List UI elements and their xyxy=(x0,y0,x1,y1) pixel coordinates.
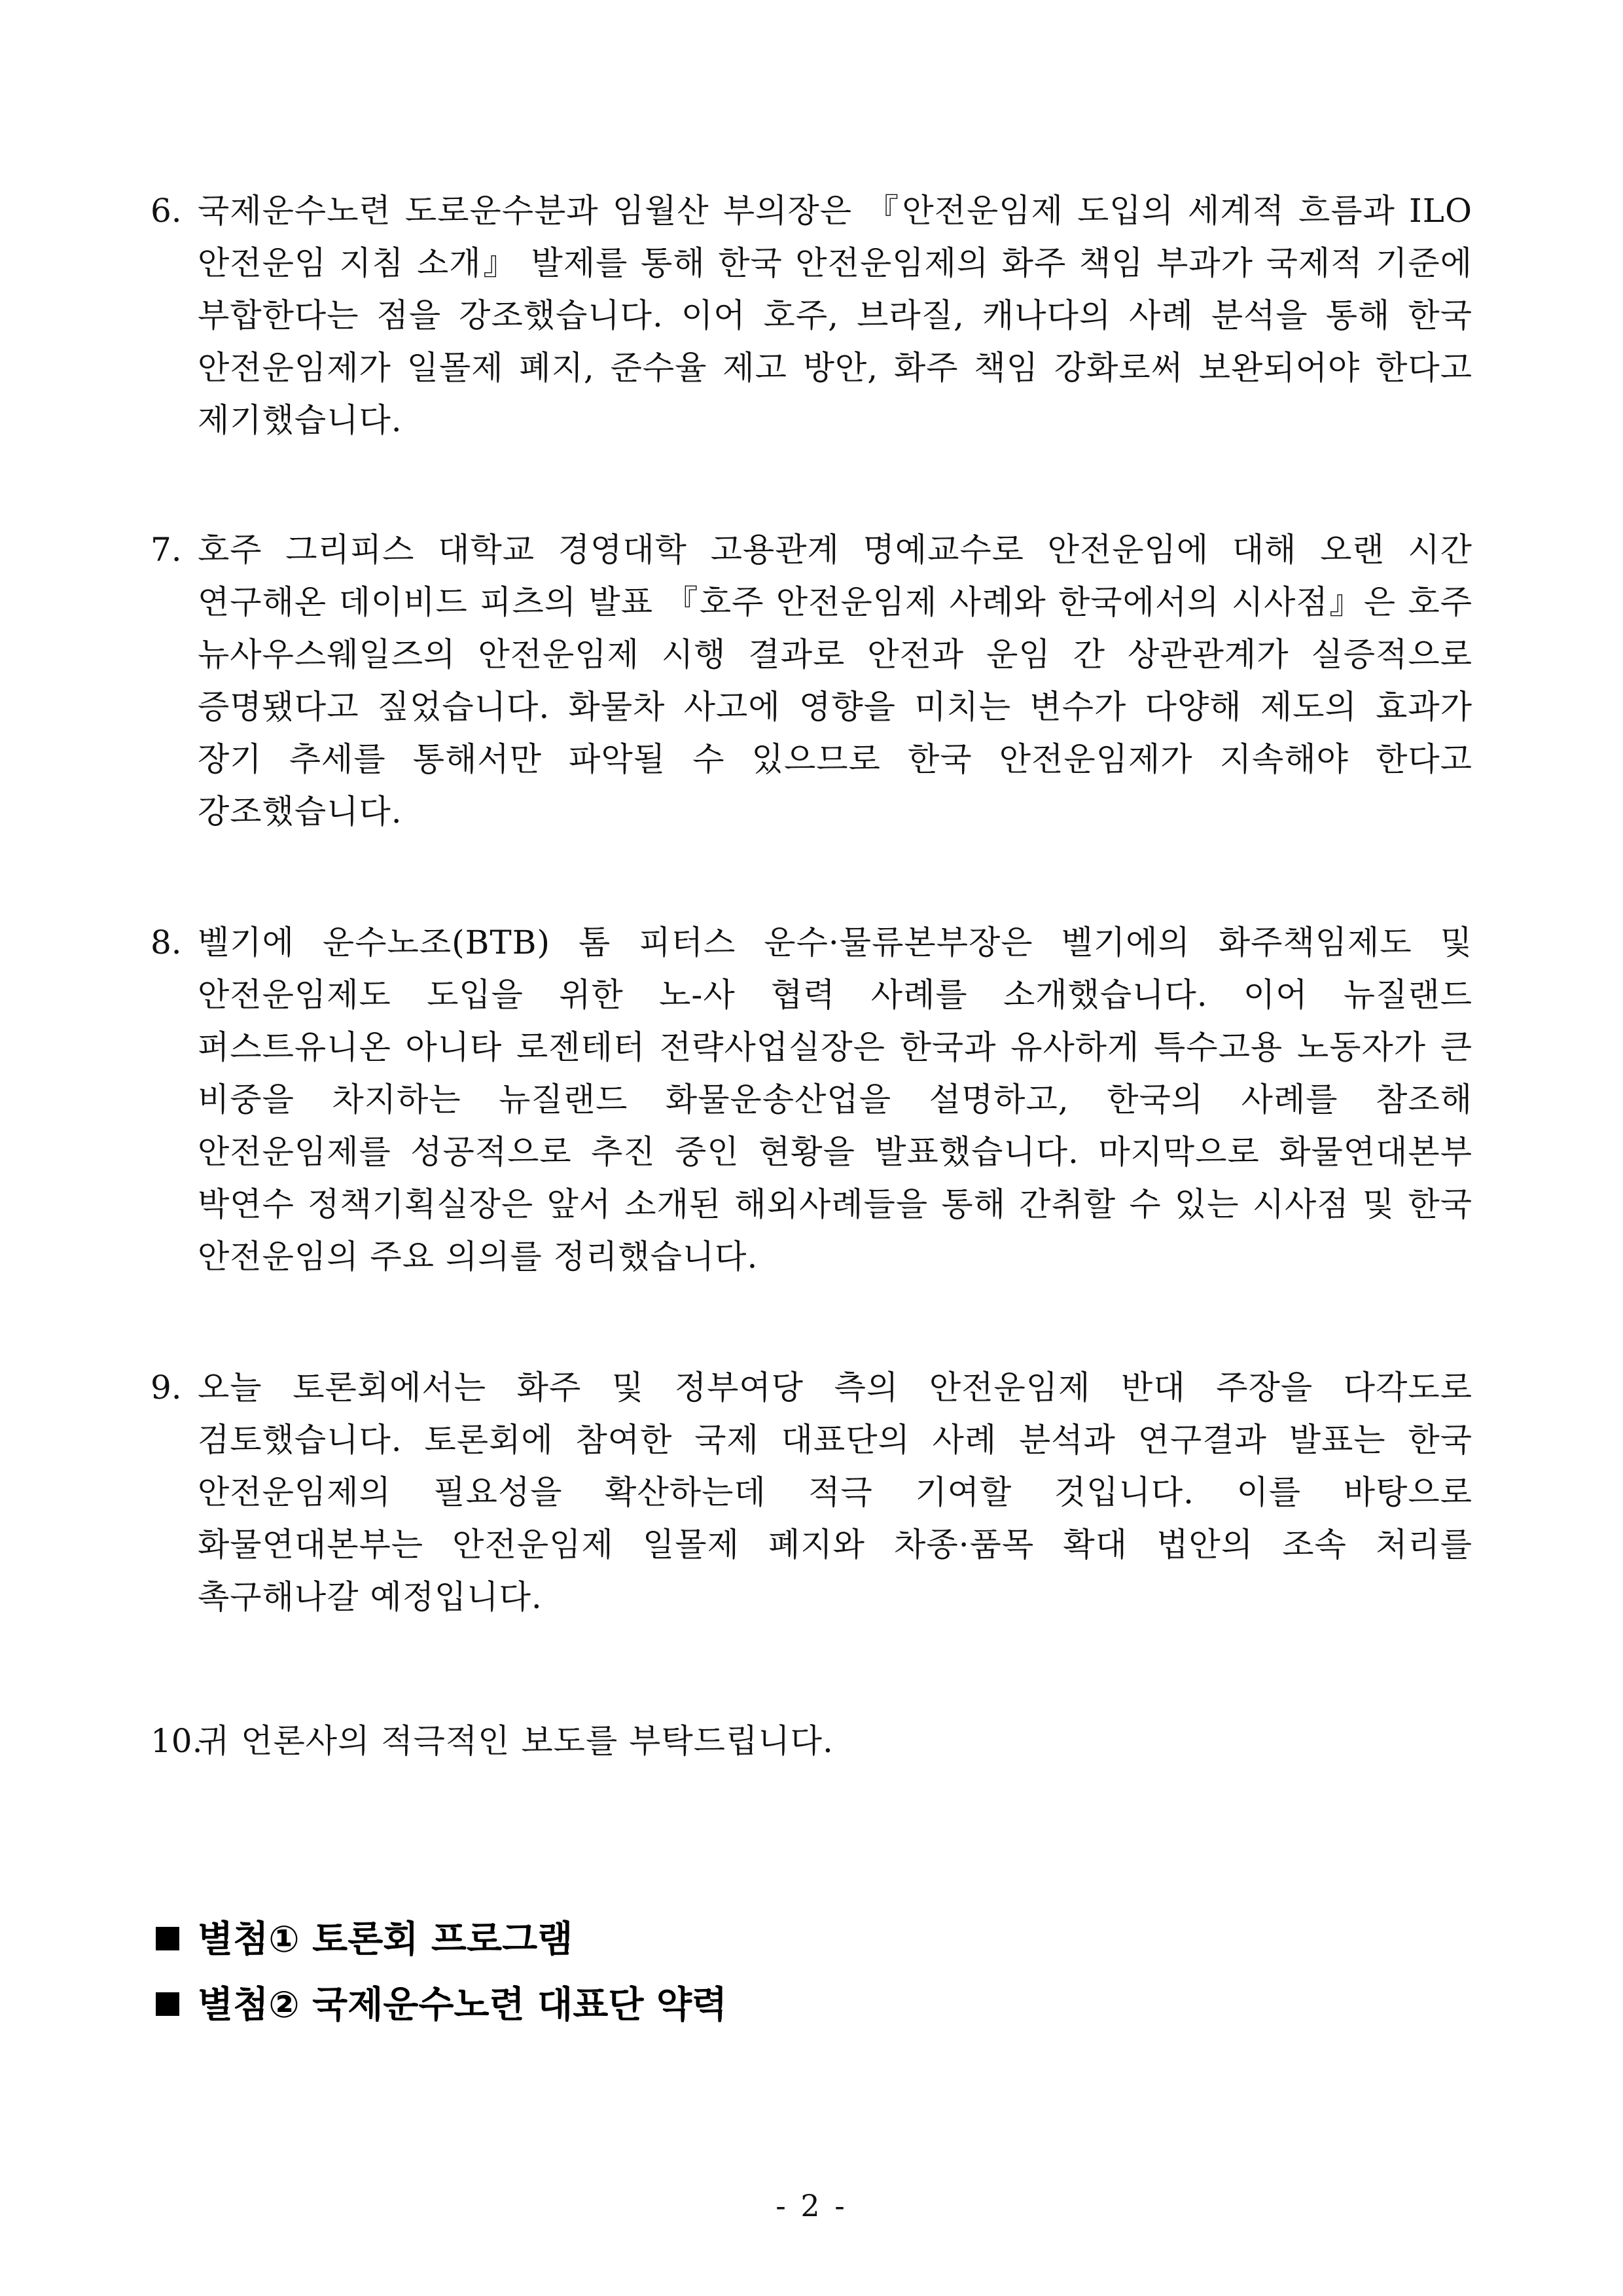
attachment-label: 별첨② 국제운수노련 대표단 약력 xyxy=(198,1984,728,2026)
list-item-9 xyxy=(151,1361,1472,1623)
attachment-1 xyxy=(156,1914,573,1966)
item-text: 벨기에 운수노조(BTB) 톰 피터스 운수·물류본부장은 벨기에의 화주책임제도 및 안전운임제도 도입을 위한 노-사 협력 사례를 소개했습니다. 이어 뉴질랜드 퍼스트유니온 아니타 로젠테터 전략사업실장은 한국과 유사하게 특수고용 노동자가 큰 비중을 차지하는 뉴질랜드 화물운송산업을 설명하고, 한국의 사례를 참조해 안전운임제를 성공적으로 추진 중인 현황을 발표했습니다. 마지막으로 화물연대본부 박연수 정책기획실장은 앞서 소개된 해외사례들을 통해 간취할 수 있는 시사점 및 한국 안전운임의 주요 의의를 정리했습니다. xyxy=(198,924,1472,1276)
item-number: 9. xyxy=(151,1369,182,1407)
item-number: 8. xyxy=(151,924,182,961)
list-item-10 xyxy=(151,1715,1472,1767)
page-number: - 2 - xyxy=(776,2188,847,2223)
list-item-6 xyxy=(151,185,1472,446)
item-number: 7. xyxy=(151,531,182,569)
item-text: 국제운수노련 도로운수분과 임월산 부의장은 『안전운임제 도입의 세계적 흐름과 ILO 안전운임 지침 소개』 발제를 통해 한국 안전운임제의 화주 책임 부과가 국제적 기준에 부합한다는 점을 강조했습니다. 이어 호주, 브라질, 캐나다의 사례 분석을 통해 한국 안전운임제가 일몰제 폐지, 준수율 제고 방안, 화주 책임 강화로써 보완되어야 한다고 제기했습니다. xyxy=(198,192,1472,439)
attachment-label: 별첨① 토론회 프로그램 xyxy=(198,1918,573,1961)
list-item-8 xyxy=(151,916,1472,1283)
item-text: 호주 그리피스 대학교 경영대학 고용관계 명예교수로 안전운임에 대해 오랜 시간 연구해온 데이비드 피츠의 발표 『호주 안전운임제 사례와 한국에서의 시사점』은 호주 뉴사우스웨일즈의 안전운임제 시행 결과로 안전과 운임 간 상관관계가 실증적으로 증명됐다고 짚었습니다. 화물차 사고에 영향을 미치는 변수가 다양해 제도의 효과가 장기 추세를 통해서만 파악될 수 있으므로 한국 안전운임제가 지속해야 한다고 강조했습니다. xyxy=(198,531,1472,831)
square-bullet-icon xyxy=(156,1992,179,2016)
square-bullet-icon xyxy=(156,1927,179,1950)
item-number: 10. xyxy=(151,1722,203,1760)
item-text: 귀 언론사의 적극적인 보도를 부탁드립니다. xyxy=(198,1722,834,1760)
attachment-2 xyxy=(156,1979,727,2032)
list-item-7 xyxy=(151,524,1472,838)
item-number: 6. xyxy=(151,192,182,230)
item-text: 오늘 토론회에서는 화주 및 정부여당 측의 안전운임제 반대 주장을 다각도로 검토했습니다. 토론회에 참여한 국제 대표단의 사례 분석과 연구결과 발표는 한국 안전운임제의 필요성을 확산하는데 적극 기여할 것입니다. 이를 바탕으로 화물연대본부는 안전운임제 일몰제 폐지와 차종·품목 확대 법안의 조속 처리를 촉구해나갈 예정입니다. xyxy=(198,1369,1472,1616)
